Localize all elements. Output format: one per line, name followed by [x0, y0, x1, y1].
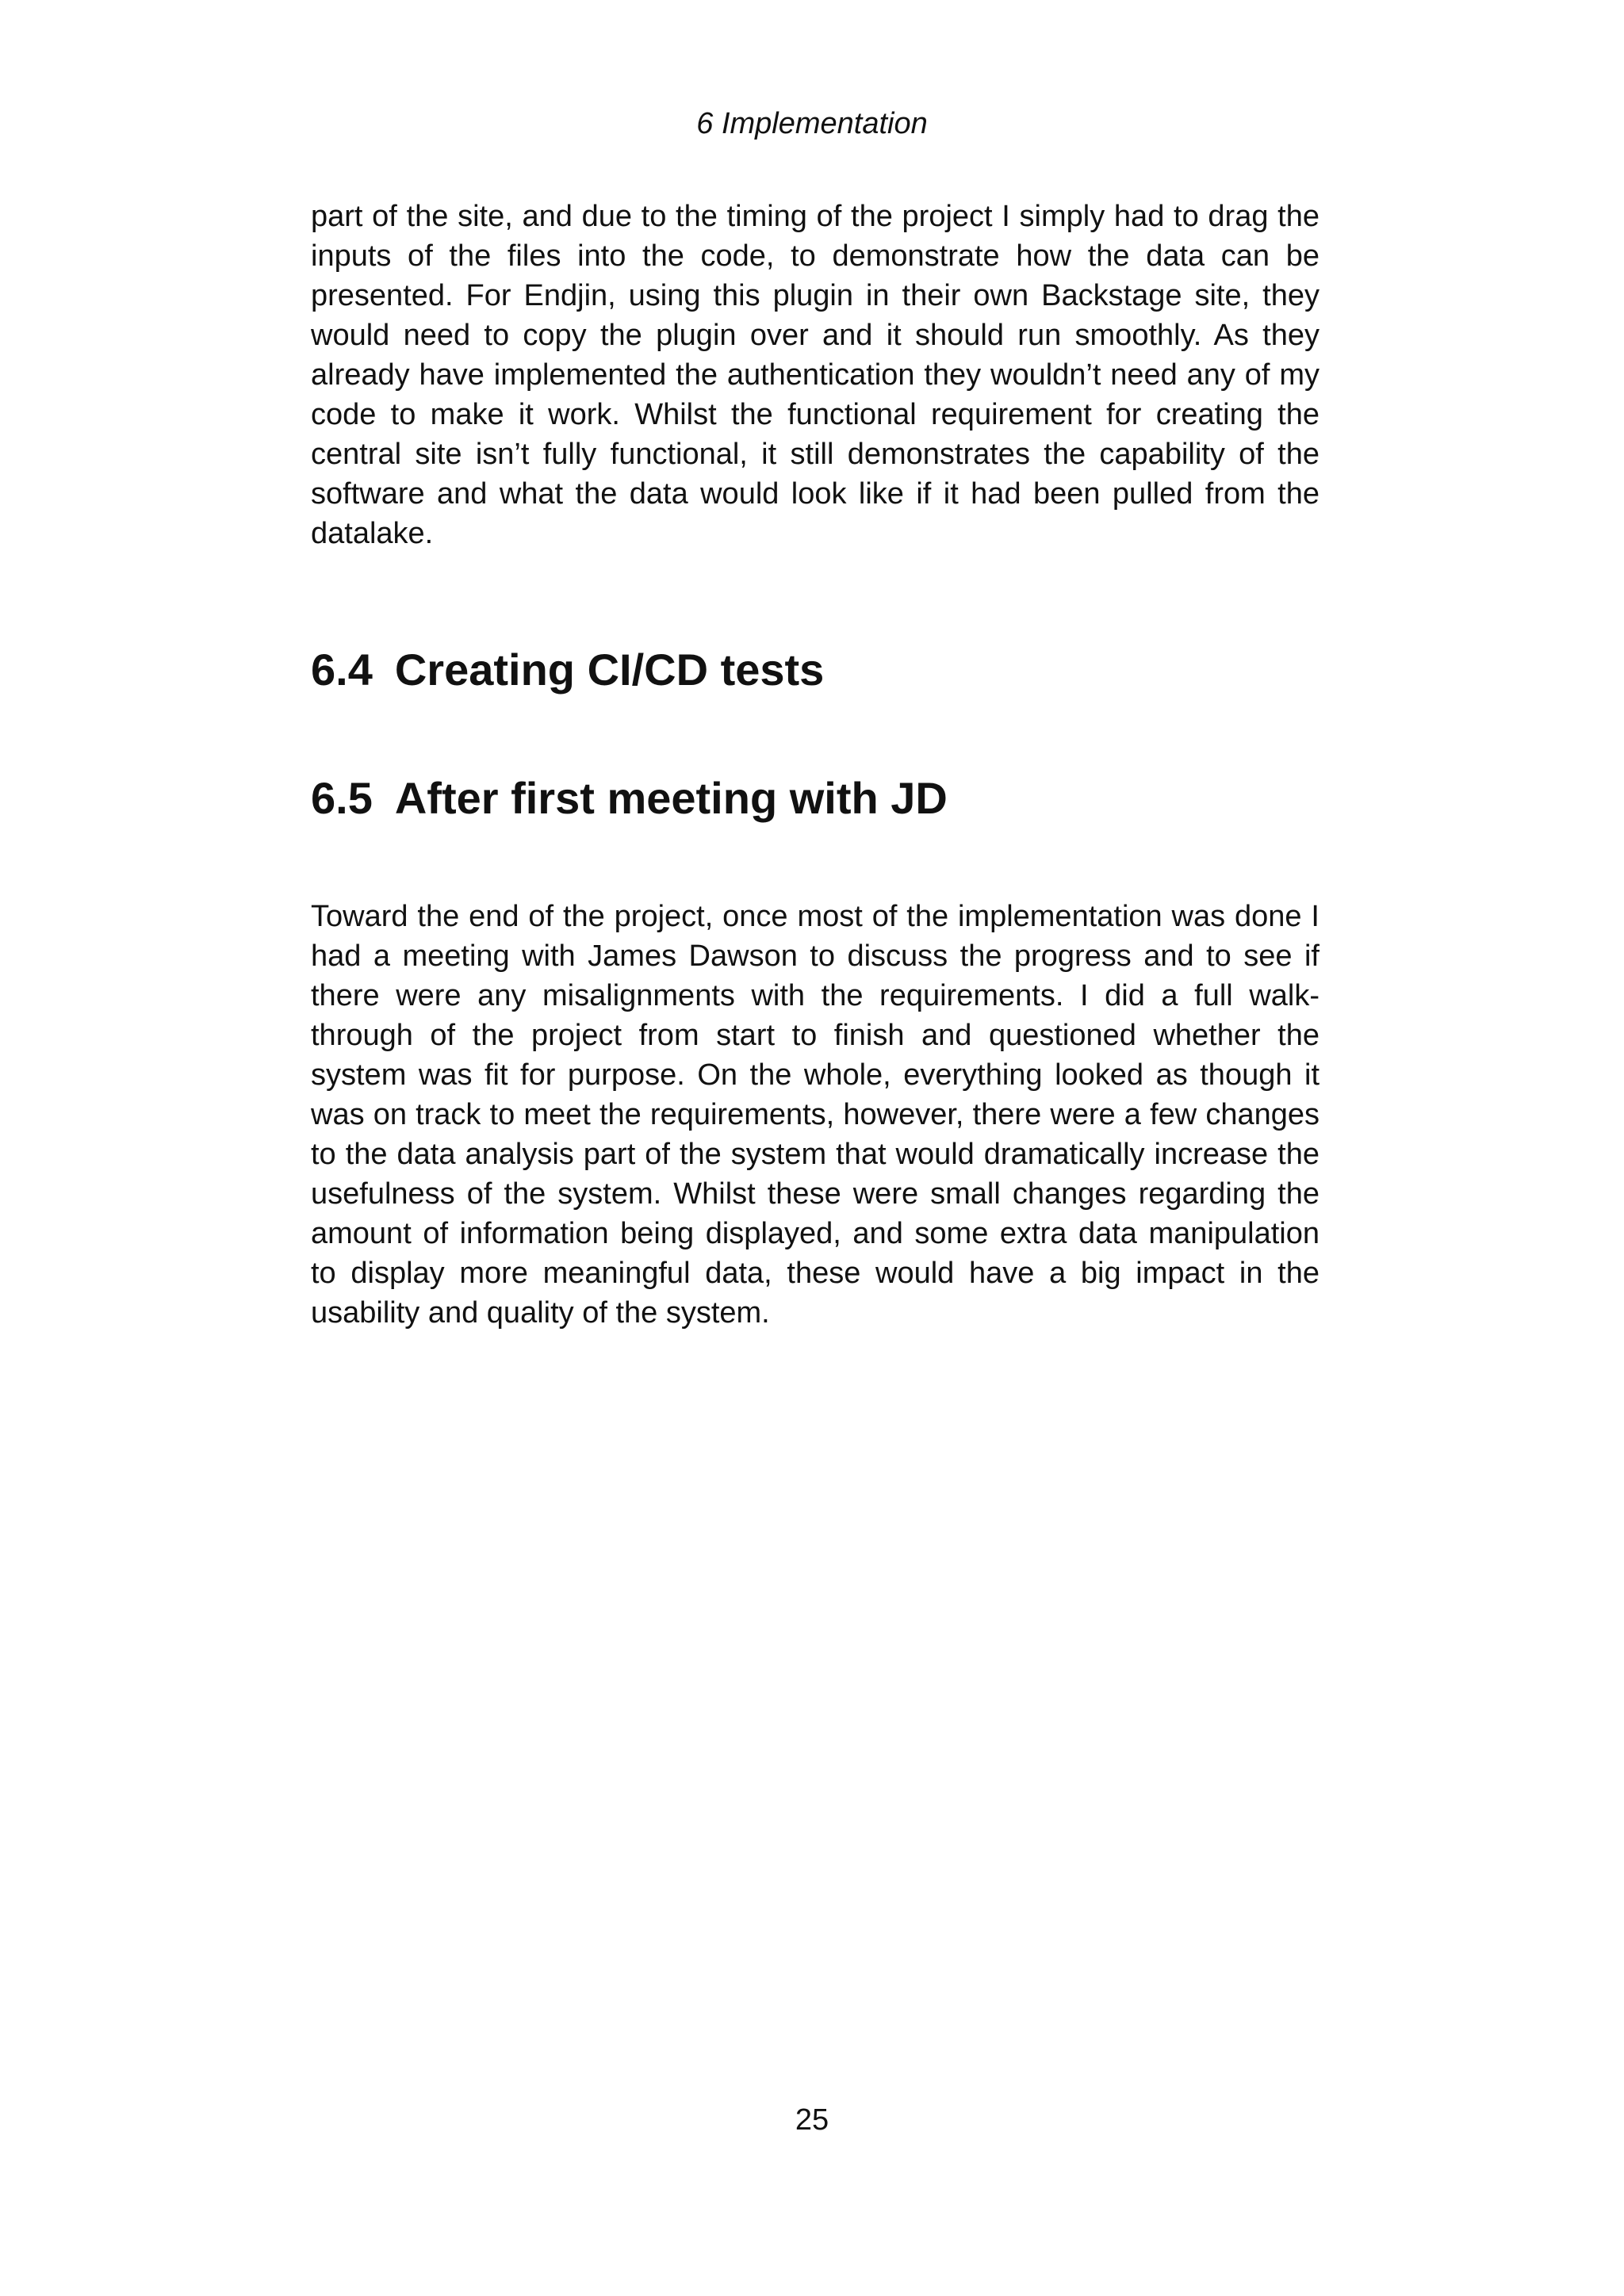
section-title: Creating CI/CD tests [394, 645, 825, 695]
section-heading-6-5 [311, 772, 1320, 825]
running-header: 6 Implementation [696, 107, 928, 140]
section-title: After first meeting with JD [394, 773, 948, 823]
section-number: 6.4 [311, 645, 373, 695]
section-number: 6.5 [311, 773, 373, 823]
body-paragraph-meeting: Toward the end of the project, once most of the implementation was done I had a meeting with James Dawson to discuss the progress and to see if there were any misalignments with the requirements. I did a full walk-through of the project from start to finish and questioned whether the system was fit for purpose. On the whole, everything looked as though it was on track to meet the requirements, however, there were a few changes to the data analysis part of the system that would dramatically increase the usefulness of the system. Whilst these were small changes regarding the amount of information being displayed, and some extra data manipulation to display more meaningful data, these would have a big impact in the usability and quality of the system. [311, 900, 1320, 1330]
page-content [311, 197, 1320, 1333]
page-number: 25 [795, 2103, 829, 2137]
section-heading-6-4 [311, 644, 1320, 696]
body-paragraph-continued: part of the site, and due to the timing of the project I simply had to drag the inputs of the files into the code, to demonstrate how the data can be presented. For Endjin, using this plugin in their own Backstage site, they would need to copy the plugin over and it should run smoothly. As they already have implemented the authentication they wouldn’t need any of my code to make it work. Whilst the functional requirement for creating the central site isn’t fully functional, it still demonstrates the capability of the software and what the data would look like if it had been pulled from the datalake. [311, 200, 1320, 550]
